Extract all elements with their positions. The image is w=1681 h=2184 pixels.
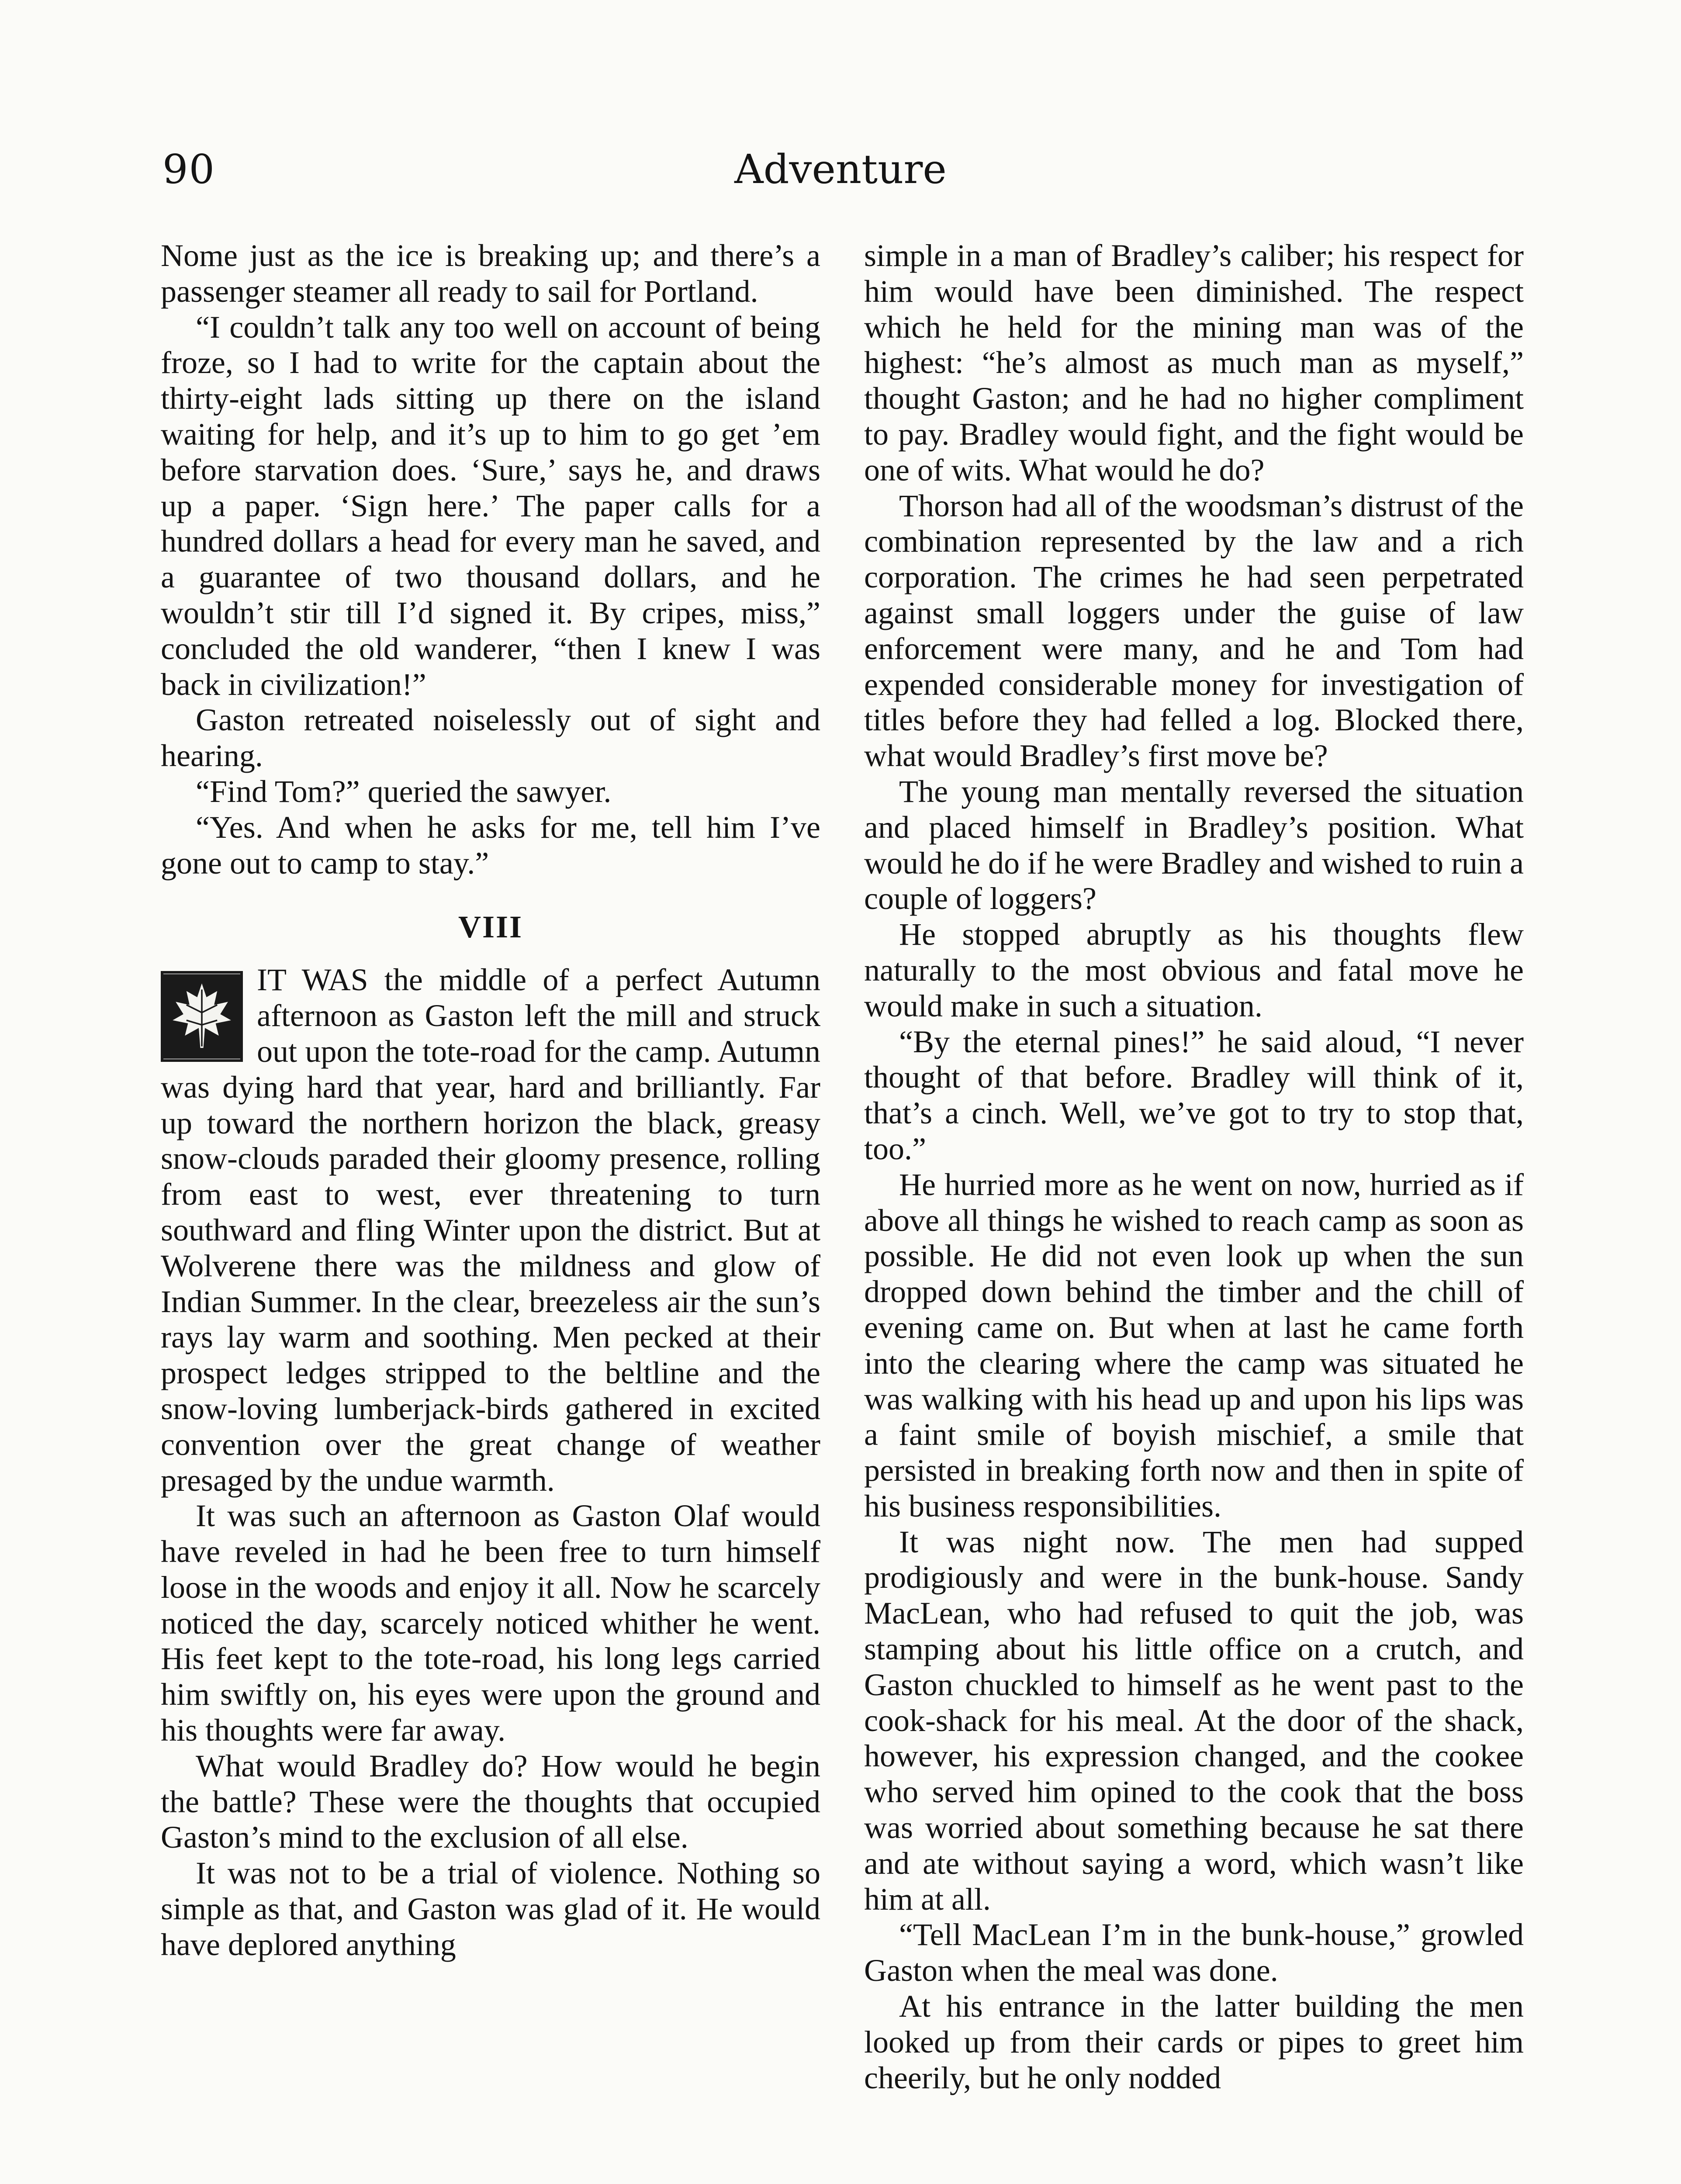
paragraph: He hurried more as he went on now, hurried as if above all things he wished to reach camp as soon as possible. He did not even look up when the sun dropped down behind the timber and the chill of evening came on. But when at last he came forth into the clearing where the camp was situated he was walking with his head up and upon his lips was a faint smile of boyish mischief, a smile that persisted in breaking forth now and then in spite of his business responsibilities.	[864, 1167, 1524, 1524]
left-column	[161, 238, 820, 1963]
paragraph: He stopped abruptly as his thoughts flew naturally to the most obvious and fatal move he would make in such a situation.	[864, 917, 1524, 1023]
page-number: 90	[163, 146, 216, 193]
paragraph: Gaston retreated noiselessly out of sight and hearing.	[161, 702, 820, 774]
maple-leaf-ornament-icon	[161, 971, 243, 1062]
paragraph: It was not to be a trial of violence. Nothing so simple as that, and Gaston was glad of it. He would have deplored anything	[161, 1856, 820, 1962]
paragraph: At his entrance in the latter building the men looked up from their cards or pipes to greet him cheerily, but he only nodded	[864, 1989, 1524, 2095]
paragraph: “Find Tom?” queried the sawyer.	[196, 774, 612, 809]
paragraph: “Yes. And when he asks for me, tell him I’ve gone out to camp to stay.”	[161, 809, 820, 881]
paragraph: What would Bradley do? How would he begin the battle? These were the thoughts that occupied Gaston’s mind to the exclusion of all else.	[161, 1748, 820, 1855]
paragraph: “I couldn’t talk any too well on account of being froze, so I had to write for the captain about the thirty-eight lads sitting up there on the island waiting for help, and it’s up to him to go get ’em before starvation does. ‘Sure,’ says he, and draws up a paper. ‘Sign here.’ The paper calls for a hundred dollars a head for every man he saved, and a guarantee of two thousand dollars, and he wouldn’t stir till I’d signed it. By cripes, miss,” concluded the old wanderer, “then I knew I was back in civilization!”	[161, 309, 820, 702]
paragraph: Thorson had all of the woodsman’s distrust of the combination represented by the law and a rich corporation. The crimes he had seen perpetrated against small loggers under the guise of law enforcement were many, and he and Tom had expended considerable money for investigation of titles before they had felled a log. Blocked there, what would Bradley’s first move be?	[864, 488, 1524, 774]
paragraph: The young man mentally reversed the situation and placed himself in Bradley’s position. What would he do if he were Bradley and wished to ruin a couple of loggers?	[864, 774, 1524, 916]
paragraph: “Tell MacLean I’m in the bunk-house,” growled Gaston when the meal was done.	[864, 1917, 1524, 1988]
paragraph: “By the eternal pines!” he said aloud, “I never thought of that before. Bradley will think of it, that’s a cinch. Well, we’ve got to try to stop that, too.”	[864, 1024, 1524, 1166]
right-column	[864, 238, 1524, 2096]
paragraph: It was night now. The men had supped prodigiously and were in the bunk-house. Sandy MacLean, who had refused to quit the job, was stamping about his little office on a crutch, and Gaston chuckled to himself as he went past to the cook-shack for his meal. At the door of the shack, however, his expression changed, and the cookee who served him opined to the cook that the boss was worried about something because he sat there and ate without saying a word, which wasn’t like him at all.	[864, 1524, 1524, 1917]
section-heading: VIII	[458, 909, 523, 945]
paragraph: IT WAS the middle of a perfect Autumn afternoon as Gaston left the mill and struck out upon the tote-road for the camp. Autumn was dying hard that year, hard and brilliantly. Far up toward the northern horizon the black, greasy snow-clouds paraded their gloomy presence, rolling from east to west, ever threatening to turn southward and fling Winter upon the district. But at Wolverene there was the mildness and glow of Indian Summer. In the clear, breezeless air the sun’s rays lay warm and soothing. Men pecked at their prospect ledges stripped to the beltline and the snow-loving lumberjack-birds gathered in excited convention over the great change of weather presaged by the undue warmth.	[161, 962, 820, 1498]
running-head-title: Adventure	[734, 146, 947, 193]
paragraph: It was such an afternoon as Gaston Olaf would have reveled in had he been free to turn himself loose in the woods and enjoy it all. Now he scarcely noticed the day, scarcely noticed whither he went. His feet kept to the tote-road, his long legs carried him swiftly on, his eyes were upon the ground and his thoughts were far away.	[161, 1498, 820, 1748]
paragraph: simple in a man of Bradley’s caliber; his respect for him would have been diminished. The respect which he held for the mining man was of the highest: “he’s almost as much man as myself,” thought Gaston; and he had no higher compliment to pay. Bradley would fight, and the fight would be one of wits. What would he do?	[864, 238, 1524, 487]
paragraph: Nome just as the ice is breaking up; and there’s a passenger steamer all ready to sail for Portland.	[161, 238, 820, 309]
